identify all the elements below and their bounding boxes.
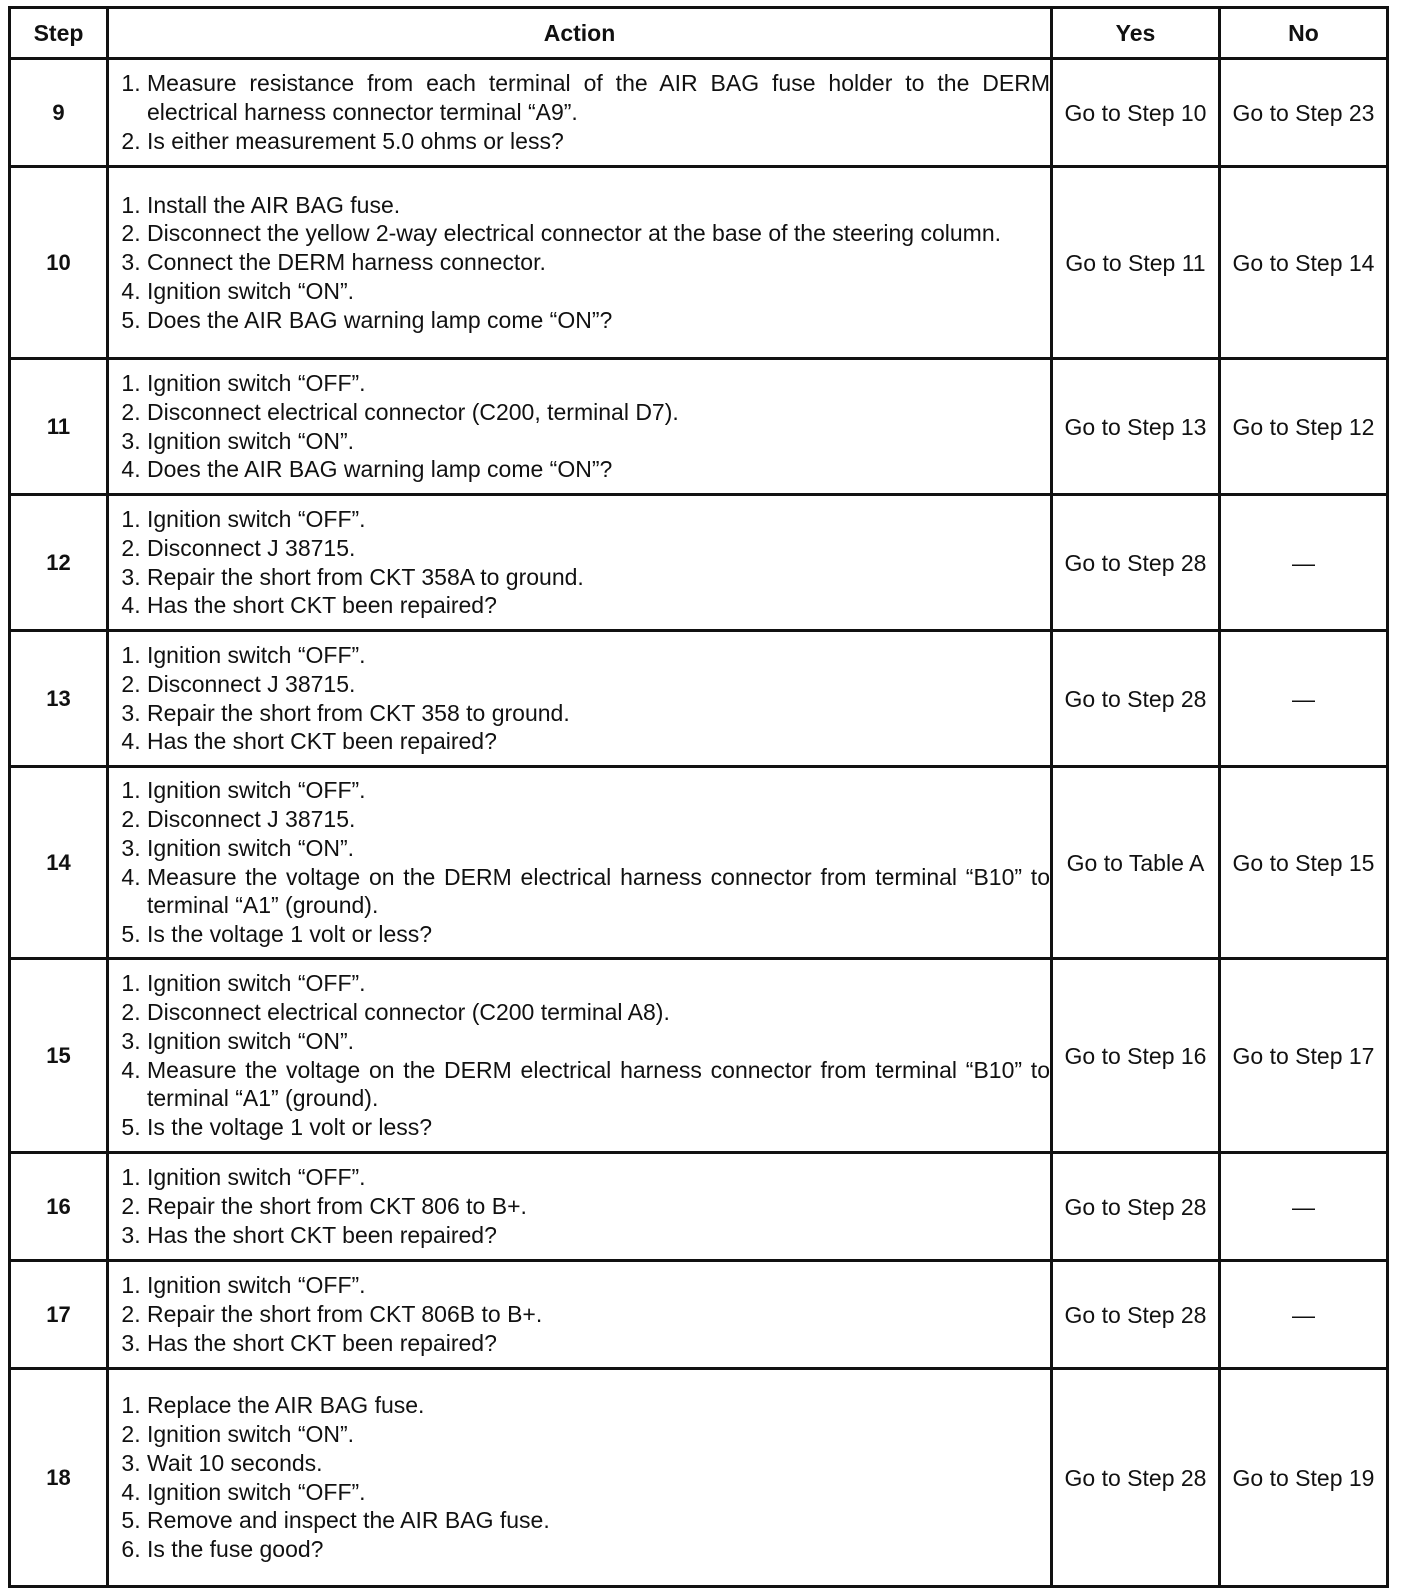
action-list xyxy=(109,69,1050,155)
action-item: 2. Repair the short from CKT 806B to B+. xyxy=(147,1300,1050,1329)
no-result: — xyxy=(1220,1261,1388,1369)
action-list xyxy=(109,1271,1050,1357)
action-item: 1. Ignition switch “OFF”. xyxy=(147,641,1050,670)
action-list xyxy=(109,1391,1050,1564)
action-item: 6. Is the fuse good? xyxy=(147,1535,1050,1564)
table-row xyxy=(10,767,1388,959)
step-number: 15 xyxy=(10,959,108,1153)
action-list xyxy=(109,969,1050,1142)
action-cell xyxy=(108,1369,1052,1587)
header-no: No xyxy=(1220,8,1388,59)
action-item: 4. Has the short CKT been repaired? xyxy=(147,727,1050,756)
table-row xyxy=(10,167,1388,359)
action-item: 3. Ignition switch “ON”. xyxy=(147,834,1050,863)
step-number: 12 xyxy=(10,495,108,631)
yes-result: Go to Step 16 xyxy=(1052,959,1220,1153)
step-number: 11 xyxy=(10,359,108,495)
action-list xyxy=(109,191,1050,335)
action-item: 1. Ignition switch “OFF”. xyxy=(147,1163,1050,1192)
no-result: Go to Step 19 xyxy=(1220,1369,1388,1587)
action-item: 4. Has the short CKT been repaired? xyxy=(147,591,1050,620)
header-step: Step xyxy=(10,8,108,59)
step-number: 10 xyxy=(10,167,108,359)
no-result: Go to Step 17 xyxy=(1220,959,1388,1153)
table-row xyxy=(10,631,1388,767)
action-item: 3. Repair the short from CKT 358 to ground. xyxy=(147,699,1050,728)
action-cell xyxy=(108,495,1052,631)
action-item: 5. Is the voltage 1 volt or less? xyxy=(147,920,1050,949)
no-result: — xyxy=(1220,1153,1388,1261)
action-item: 4. Measure the voltage on the DERM electrical harness connector from terminal “B10” to terminal “A1” (ground). xyxy=(147,1056,1050,1114)
no-result: Go to Step 23 xyxy=(1220,59,1388,167)
yes-result: Go to Step 28 xyxy=(1052,495,1220,631)
action-cell xyxy=(108,167,1052,359)
action-item: 2. Disconnect J 38715. xyxy=(147,534,1050,563)
action-item: 2. Repair the short from CKT 806 to B+. xyxy=(147,1192,1050,1221)
action-item: 2. Disconnect J 38715. xyxy=(147,805,1050,834)
action-cell xyxy=(108,59,1052,167)
action-item: 3. Connect the DERM harness connector. xyxy=(147,248,1050,277)
table-row xyxy=(10,1369,1388,1587)
action-cell xyxy=(108,631,1052,767)
table-row xyxy=(10,1153,1388,1261)
yes-result: Go to Step 28 xyxy=(1052,1369,1220,1587)
action-item: 2. Disconnect electrical connector (C200, terminal D7). xyxy=(147,398,1050,427)
action-item: 2. Disconnect J 38715. xyxy=(147,670,1050,699)
action-item: 3. Wait 10 seconds. xyxy=(147,1449,1050,1478)
action-item: 1. Ignition switch “OFF”. xyxy=(147,969,1050,998)
action-cell xyxy=(108,959,1052,1153)
no-result: — xyxy=(1220,495,1388,631)
step-number: 9 xyxy=(10,59,108,167)
action-item: 2. Ignition switch “ON”. xyxy=(147,1420,1050,1449)
action-item: 1. Ignition switch “OFF”. xyxy=(147,1271,1050,1300)
table-row xyxy=(10,1261,1388,1369)
step-number: 16 xyxy=(10,1153,108,1261)
action-item: 2. Disconnect electrical connector (C200 terminal A8). xyxy=(147,998,1050,1027)
action-cell xyxy=(108,359,1052,495)
yes-result: Go to Step 13 xyxy=(1052,359,1220,495)
action-item: 3. Has the short CKT been repaired? xyxy=(147,1221,1050,1250)
yes-result: Go to Step 10 xyxy=(1052,59,1220,167)
table-row xyxy=(10,59,1388,167)
action-cell xyxy=(108,1153,1052,1261)
action-item: 4. Measure the voltage on the DERM electrical harness connector from terminal “B10” to terminal “A1” (ground). xyxy=(147,863,1050,921)
yes-result: Go to Table A xyxy=(1052,767,1220,959)
no-result: Go to Step 14 xyxy=(1220,167,1388,359)
action-item: 3. Has the short CKT been repaired? xyxy=(147,1329,1050,1358)
action-item: 2. Disconnect the yellow 2-way electrical connector at the base of the steering column. xyxy=(147,219,1050,248)
action-item: 3. Ignition switch “ON”. xyxy=(147,1027,1050,1056)
action-cell xyxy=(108,767,1052,959)
action-item: 3. Ignition switch “ON”. xyxy=(147,427,1050,456)
no-result: — xyxy=(1220,631,1388,767)
step-number: 18 xyxy=(10,1369,108,1587)
action-item: 4. Ignition switch “ON”. xyxy=(147,277,1050,306)
action-item: 4. Ignition switch “OFF”. xyxy=(147,1478,1050,1507)
header-action: Action xyxy=(108,8,1052,59)
step-number: 13 xyxy=(10,631,108,767)
table-body xyxy=(10,59,1388,1587)
yes-result: Go to Step 28 xyxy=(1052,1153,1220,1261)
action-item: 5. Does the AIR BAG warning lamp come “ON”? xyxy=(147,306,1050,335)
table-row xyxy=(10,359,1388,495)
action-item: 1. Ignition switch “OFF”. xyxy=(147,369,1050,398)
no-result: Go to Step 15 xyxy=(1220,767,1388,959)
table-row xyxy=(10,959,1388,1153)
action-item: 2. Is either measurement 5.0 ohms or less? xyxy=(147,127,1050,156)
header-yes: Yes xyxy=(1052,8,1220,59)
yes-result: Go to Step 28 xyxy=(1052,1261,1220,1369)
action-item: 5. Remove and inspect the AIR BAG fuse. xyxy=(147,1506,1050,1535)
action-list xyxy=(109,1163,1050,1249)
action-list xyxy=(109,505,1050,620)
action-item: 1. Ignition switch “OFF”. xyxy=(147,776,1050,805)
diagnostic-table xyxy=(8,6,1389,1588)
yes-result: Go to Step 28 xyxy=(1052,631,1220,767)
action-item: 1. Ignition switch “OFF”. xyxy=(147,505,1050,534)
action-list xyxy=(109,641,1050,756)
action-cell xyxy=(108,1261,1052,1369)
step-number: 14 xyxy=(10,767,108,959)
step-number: 17 xyxy=(10,1261,108,1369)
action-item: 1. Install the AIR BAG fuse. xyxy=(147,191,1050,220)
action-item: 1. Measure resistance from each terminal of the AIR BAG fuse holder to the DERM electrical harness connector terminal “A9”. xyxy=(147,69,1050,127)
yes-result: Go to Step 11 xyxy=(1052,167,1220,359)
action-item: 5. Is the voltage 1 volt or less? xyxy=(147,1113,1050,1142)
table-row xyxy=(10,495,1388,631)
header-row xyxy=(10,8,1388,59)
action-item: 3. Repair the short from CKT 358A to ground. xyxy=(147,563,1050,592)
action-list xyxy=(109,776,1050,949)
no-result: Go to Step 12 xyxy=(1220,359,1388,495)
action-item: 4. Does the AIR BAG warning lamp come “ON”? xyxy=(147,455,1050,484)
action-item: 1. Replace the AIR BAG fuse. xyxy=(147,1391,1050,1420)
action-list xyxy=(109,369,1050,484)
